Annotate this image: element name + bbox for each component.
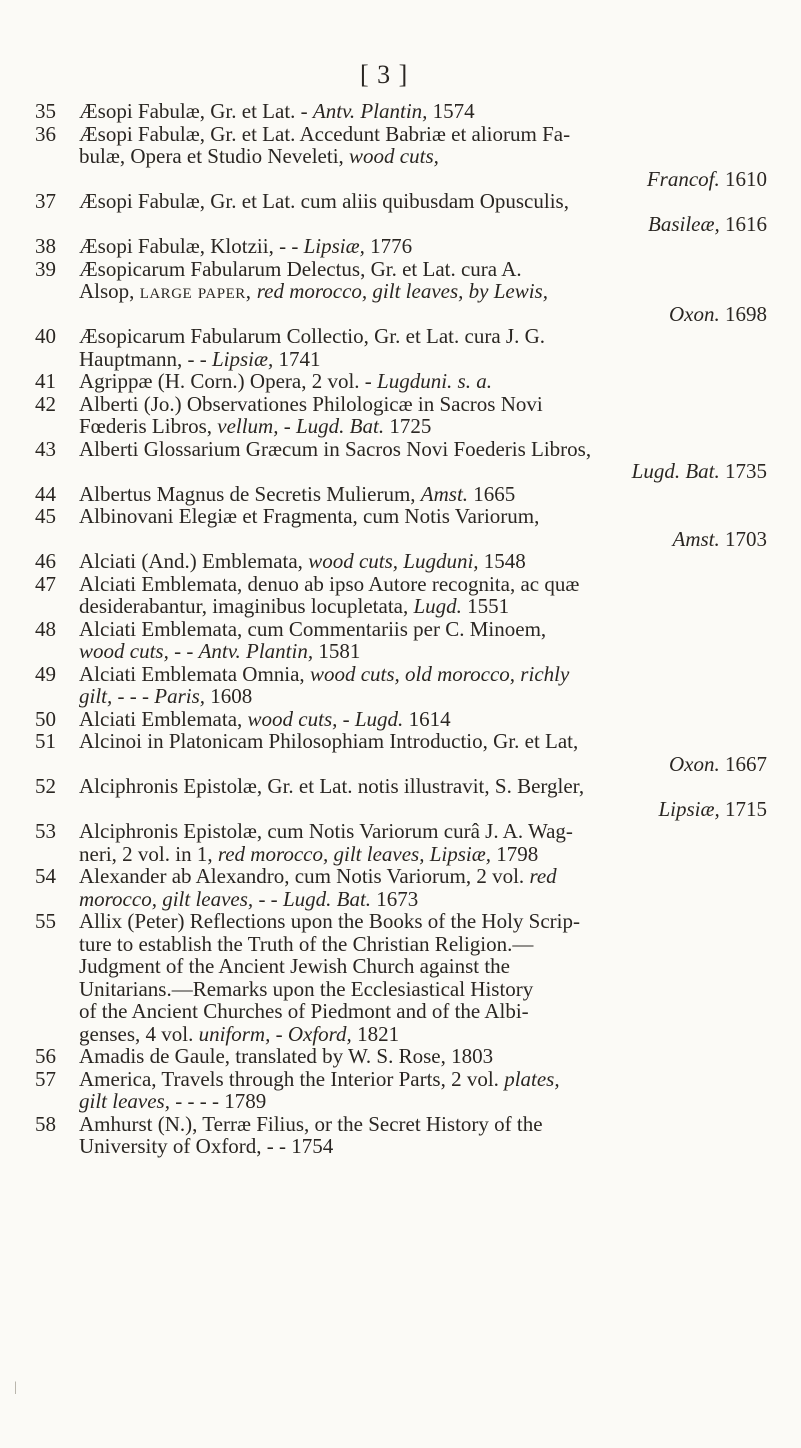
- italic-text: Francof.: [646, 166, 720, 191]
- entry-text: Alberti Glossarium Græcum in Sacros Novi Foederis Libros,: [79, 436, 592, 461]
- entry-text: 1715: [719, 796, 767, 821]
- catalog-entry: [35, 775, 767, 820]
- catalog-entry: [35, 123, 767, 191]
- italic-text: Lipsiæ,: [429, 841, 491, 866]
- entry-text: genses, 4 vol.: [79, 1021, 199, 1046]
- entry-text: Amadis de Gaule, translated by W. S. Rose, 1803: [79, 1044, 494, 1068]
- entry-text: 1673: [371, 886, 419, 911]
- catalog-entry: [35, 1068, 767, 1113]
- italic-text: Lipsiæ,: [211, 346, 274, 371]
- entry-text: 1725: [384, 414, 432, 438]
- entry-number: 46: [35, 549, 56, 573]
- entry-line: [79, 415, 767, 438]
- entry-text: Alciati Emblemata, denuo ab ipso Autore recognita, ac quæ: [79, 571, 580, 596]
- italic-text: morocco, gilt leaves,: [79, 886, 254, 911]
- entry-line: [79, 1023, 767, 1046]
- entry-line: [79, 888, 767, 911]
- catalog-entry: [35, 235, 767, 258]
- entry-text: 1610: [719, 166, 767, 191]
- catalog-entry: [35, 100, 767, 123]
- entry-text: Alberti (Jo.) Observationes Philologicæ in Sacros Novi: [79, 391, 543, 416]
- italic-text: wood cuts,: [308, 549, 399, 573]
- entry-text: Unitarians.—Remarks upon the Ecclesiastical History: [79, 976, 534, 1001]
- entry-number: 52: [35, 774, 56, 798]
- entry-line: [79, 235, 767, 258]
- entry-text: Albinovani Elegiæ et Fragmenta, cum Notis Variorum,: [79, 504, 540, 528]
- entry-text: 1821: [351, 1021, 400, 1046]
- entry-number: 43: [35, 436, 56, 461]
- entry-line: [79, 460, 767, 483]
- entry-text: -: [337, 706, 355, 731]
- italic-text: wood cuts,: [349, 144, 439, 168]
- entry-line: [79, 505, 767, 528]
- italic-text: Lugd.: [354, 706, 404, 731]
- entry-line: [79, 1000, 767, 1023]
- entry-text: large paper,: [139, 279, 252, 303]
- italic-text: wood cuts,: [79, 639, 169, 663]
- entry-text: bulæ, Opera et Studio Neveleti,: [79, 144, 350, 168]
- entry-number: 57: [35, 1066, 56, 1091]
- entry-line: [79, 483, 767, 506]
- entry-text: Æsopicarum Fabularum Delectus, Gr. et Lat. cura A.: [79, 256, 522, 281]
- entry-line: [79, 145, 767, 168]
- italic-text: plates,: [504, 1066, 560, 1091]
- entry-line: [79, 865, 767, 888]
- entry-line: [79, 730, 767, 753]
- entry-text: - -: [168, 639, 199, 663]
- entry-text: Albertus Magnus de Secretis Mulierum,: [79, 481, 421, 506]
- entry-line: [79, 168, 767, 191]
- entry-line: [79, 775, 767, 798]
- entry-text: of the Ancient Churches of Piedmont and of the Albi-: [79, 999, 529, 1023]
- entry-number: 36: [35, 121, 56, 146]
- entry-line: [79, 213, 767, 236]
- entry-text: 1667: [719, 751, 767, 776]
- entry-text: Alexander ab Alexandro, cum Notis Variorum, 2 vol.: [79, 864, 530, 888]
- italic-text: Oxford,: [287, 1021, 352, 1046]
- entry-text: Judgment of the Ancient Jewish Church against the: [79, 954, 511, 978]
- entry-line: [79, 685, 767, 708]
- entry-line: [79, 798, 767, 821]
- entry-text: 1614: [403, 706, 451, 731]
- entry-line: [79, 753, 767, 776]
- catalog-entry: [35, 438, 767, 483]
- entry-line: [79, 438, 767, 461]
- catalog-entry: [35, 550, 767, 573]
- catalog-entry: [35, 258, 767, 326]
- entry-text: University of Oxford, - - 1754: [79, 1134, 334, 1158]
- entry-line: [79, 978, 767, 1001]
- entry-text: Fœderis Libros,: [79, 414, 218, 438]
- catalog-entry: [35, 370, 767, 393]
- italic-text: uniform,: [198, 1021, 271, 1046]
- catalog-entry: [35, 325, 767, 370]
- entry-number: 40: [35, 324, 56, 348]
- italic-text: Lugduni,: [403, 549, 479, 573]
- italic-text: gilt,: [79, 684, 113, 708]
- italic-text: wood cuts,: [247, 706, 338, 731]
- entry-line: [79, 910, 767, 933]
- entry-text: Alciati (And.) Emblemata,: [79, 549, 309, 573]
- entry-text: America, Travels through the Interior Parts, 2 vol.: [79, 1066, 505, 1091]
- entry-text: -: [278, 414, 296, 438]
- catalog-entry: [35, 573, 767, 618]
- entry-text: ture to establish the Truth of the Christian Religion.—: [79, 931, 534, 956]
- entry-text: Alciati Emblemata Omnia,: [79, 661, 310, 686]
- entry-text: - -: [253, 886, 283, 911]
- entry-number: 41: [35, 369, 56, 393]
- entry-line: [79, 955, 767, 978]
- entry-line: [79, 280, 767, 303]
- italic-text: Antv. Plantin,: [312, 99, 428, 123]
- italic-text: red morocco, gilt leaves,: [217, 841, 425, 866]
- entry-line: [79, 393, 767, 416]
- entry-number: 47: [35, 571, 56, 596]
- entry-number: 49: [35, 661, 56, 686]
- italic-text: gilt leaves,: [79, 1089, 170, 1113]
- entry-text: 1581: [313, 639, 361, 663]
- entry-line: [79, 595, 767, 618]
- entry-text: 1735: [719, 459, 767, 483]
- italic-text: Amst.: [420, 481, 469, 506]
- entry-text: Æsopi Fabulæ, Gr. et Lat. -: [79, 99, 313, 123]
- entry-number: 51: [35, 729, 56, 753]
- catalog-entry: [35, 708, 767, 731]
- italic-text: red: [529, 864, 557, 888]
- entry-number: 35: [35, 99, 56, 123]
- catalog-entry: [35, 505, 767, 550]
- entry-line: [79, 325, 767, 348]
- catalog-entry: [35, 663, 767, 708]
- entry-text: - - - - 1789: [169, 1089, 267, 1113]
- entry-text: 1608: [205, 684, 253, 708]
- entry-number: 53: [35, 819, 56, 843]
- entry-text: 1741: [273, 346, 321, 371]
- entry-text: Alcinoi in Platonicam Philosophiam Introductio, Gr. et Lat,: [79, 729, 579, 753]
- margin-mark: |: [14, 1380, 17, 1395]
- entry-text: Alciphronis Epistolæ, Gr. et Lat. notis illustravit, S. Bergler,: [79, 774, 585, 798]
- entry-line: [79, 348, 767, 371]
- entry-text: desiderabantur, imaginibus locupletata,: [79, 594, 414, 618]
- entry-text: 1551: [461, 594, 510, 618]
- entry-text: 1703: [719, 526, 767, 551]
- entry-text: Æsopi Fabulæ, Klotzii, - -: [79, 234, 304, 258]
- italic-text: Basileæ,: [648, 211, 720, 236]
- catalog-entry: [35, 865, 767, 910]
- entry-line: [79, 1090, 767, 1113]
- italic-text: Lugduni. s. a.: [377, 369, 492, 393]
- entry-text: 1665: [468, 481, 516, 506]
- italic-text: wood cuts, old morocco, richly: [309, 661, 570, 686]
- italic-text: Oxon.: [669, 301, 720, 326]
- entry-line: [79, 1068, 767, 1091]
- entry-number: 37: [35, 189, 56, 213]
- entry-line: [79, 663, 767, 686]
- italic-text: Lugd. Bat.: [295, 414, 385, 438]
- entry-text: Hauptmann, - -: [79, 346, 212, 371]
- entry-number: 56: [35, 1044, 56, 1068]
- entry-text: 1574: [427, 99, 475, 123]
- entry-line: [79, 573, 767, 596]
- entry-text: Alciati Emblemata, cum Commentariis per C. Minoem,: [79, 616, 547, 641]
- italic-text: Lugd. Bat.: [282, 886, 372, 911]
- entry-line: [79, 528, 767, 551]
- entry-text: - - -: [112, 684, 155, 708]
- entry-number: 50: [35, 706, 56, 731]
- entry-text: 1798: [491, 841, 539, 866]
- catalog-list: [35, 100, 767, 1158]
- catalog-entry: [35, 618, 767, 663]
- entry-number: 38: [35, 234, 56, 258]
- entry-line: [79, 618, 767, 641]
- entry-line: [79, 640, 767, 663]
- italic-text: Paris,: [154, 684, 206, 708]
- catalog-entry: [35, 910, 767, 1045]
- entry-line: [79, 370, 767, 393]
- entry-number: 55: [35, 909, 56, 933]
- catalog-entry: [35, 820, 767, 865]
- italic-text: vellum,: [217, 414, 279, 438]
- entry-number: 45: [35, 504, 56, 528]
- entry-line: [79, 303, 767, 326]
- italic-text: Amst.: [672, 526, 720, 551]
- entry-text: neri, 2 vol. in 1,: [79, 841, 218, 866]
- entry-text: 1698: [719, 301, 767, 326]
- entry-text: Agrippæ (H. Corn.) Opera, 2 vol. -: [79, 369, 378, 393]
- italic-text: Antv. Plantin,: [198, 639, 314, 663]
- entry-text: 1616: [719, 211, 767, 236]
- entry-line: [79, 123, 767, 146]
- page-number: [ 3 ]: [360, 60, 409, 89]
- entry-line: [79, 190, 767, 213]
- entry-number: 58: [35, 1111, 56, 1136]
- catalog-entry: [35, 190, 767, 235]
- catalog-entry: [35, 1113, 767, 1158]
- entry-text: 1548: [478, 549, 526, 573]
- entry-text: Amhurst (N.), Terræ Filius, or the Secret History of the: [79, 1111, 543, 1136]
- entry-number: 42: [35, 391, 56, 416]
- entry-line: [79, 100, 767, 123]
- entry-text: Alsop,: [79, 279, 140, 303]
- entry-text: Æsopicarum Fabularum Collectio, Gr. et Lat. cura J. G.: [79, 324, 545, 348]
- italic-text: red morocco, gilt leaves, by Lewis,: [256, 279, 548, 303]
- catalog-entry: [35, 1045, 767, 1068]
- entry-line: [79, 1113, 767, 1136]
- italic-text: Lugd.: [413, 594, 462, 618]
- italic-text: Lugd. Bat.: [631, 459, 720, 483]
- entry-line: [79, 550, 767, 573]
- entry-text: Æsopi Fabulæ, Gr. et Lat. Accedunt Babriæ et aliorum Fa-: [79, 121, 571, 146]
- entry-text: Alciati Emblemata,: [79, 706, 248, 731]
- entry-line: [79, 933, 767, 956]
- catalog-entry: [35, 730, 767, 775]
- italic-text: Oxon.: [669, 751, 720, 776]
- entry-text: 1776: [364, 234, 413, 258]
- entry-line: [79, 1045, 767, 1068]
- entry-line: [79, 1135, 767, 1158]
- italic-text: Lipsiæ,: [303, 234, 365, 258]
- catalog-entry: [35, 393, 767, 438]
- entry-text: Allix (Peter) Reflections upon the Books of the Holy Scrip-: [79, 909, 580, 933]
- entry-number: 44: [35, 481, 56, 506]
- entry-number: 48: [35, 616, 56, 641]
- entry-text: Æsopi Fabulæ, Gr. et Lat. cum aliis quibusdam Opusculis,: [79, 189, 569, 213]
- entry-line: [79, 843, 767, 866]
- italic-text: Lipsiæ,: [658, 796, 720, 821]
- catalog-entry: [35, 483, 767, 506]
- entry-text: Alciphronis Epistolæ, cum Notis Variorum curâ J. A. Wag-: [79, 819, 573, 843]
- entry-number: 39: [35, 256, 56, 281]
- entry-line: [79, 820, 767, 843]
- entry-line: [79, 708, 767, 731]
- entry-text: -: [270, 1021, 288, 1046]
- entry-line: [79, 258, 767, 281]
- entry-number: 54: [35, 864, 56, 888]
